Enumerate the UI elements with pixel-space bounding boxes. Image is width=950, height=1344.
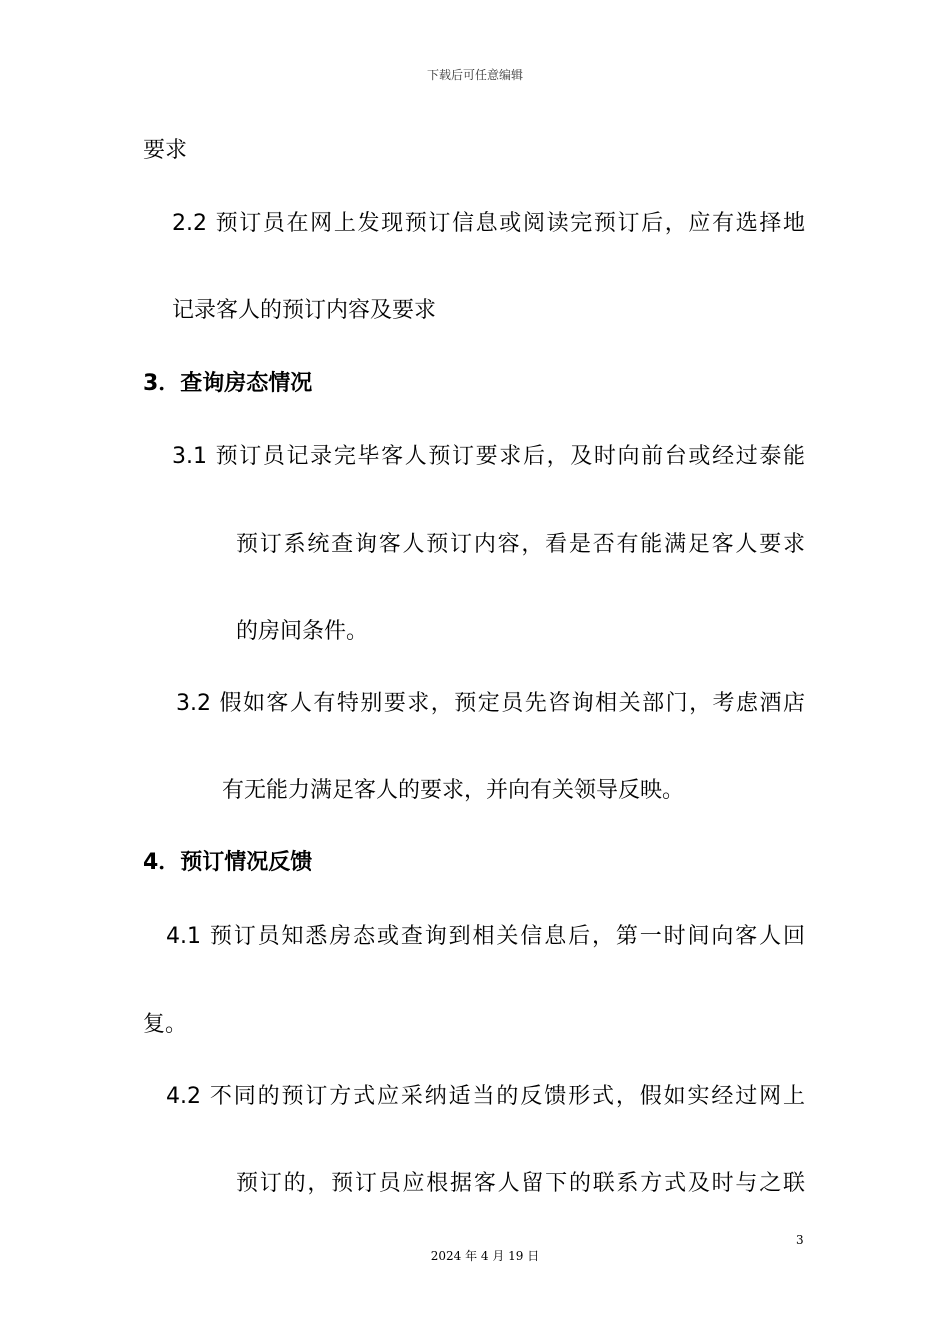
text-line-3-2: 3.2 假如客人有特别要求，预定员先咨询相关部门，考虑酒店 bbox=[176, 691, 805, 716]
text-line-4-1: 4.1 预订员知悉房态或查询到相关信息后，第一时间向客人回 bbox=[166, 924, 805, 949]
text-line-3-1: 3.1 预订员记录完毕客人预订要求后，及时向前台或经过泰能 bbox=[172, 444, 805, 469]
footer-date: 2024 年 4 月 19 日 bbox=[430, 1249, 540, 1263]
text-line-3-1-end: 的房间条件。 bbox=[236, 619, 369, 644]
section-heading-3: 3．查询房态情况 bbox=[143, 371, 313, 396]
page-header: 下载后可任意编辑 bbox=[426, 68, 523, 82]
text-line-2-2-cont: 记录客人的预订内容及要求 bbox=[172, 298, 437, 323]
text-line-4-2-cont: 预订的，预订员应根据客人留下的联系方式及时与之联 bbox=[236, 1171, 805, 1196]
text-line-3-2-cont: 有无能力满足客人的要求，并向有关领导反映。 bbox=[222, 778, 685, 803]
text-line-4-1-cont: 复。 bbox=[143, 1012, 188, 1037]
section-heading-4: 4．预订情况反馈 bbox=[143, 850, 313, 875]
page-number: 3 bbox=[796, 1233, 804, 1247]
text-line-requirement: 要求 bbox=[143, 138, 188, 163]
text-line-3-1-cont: 预订系统查询客人预订内容，看是否有能满足客人要求 bbox=[236, 532, 805, 557]
text-line-2-2: 2.2 预订员在网上发现预订信息或阅读完预订后，应有选择地 bbox=[172, 211, 805, 236]
text-line-4-2: 4.2 不同的预订方式应采纳适当的反馈形式，假如实经过网上 bbox=[166, 1084, 805, 1109]
